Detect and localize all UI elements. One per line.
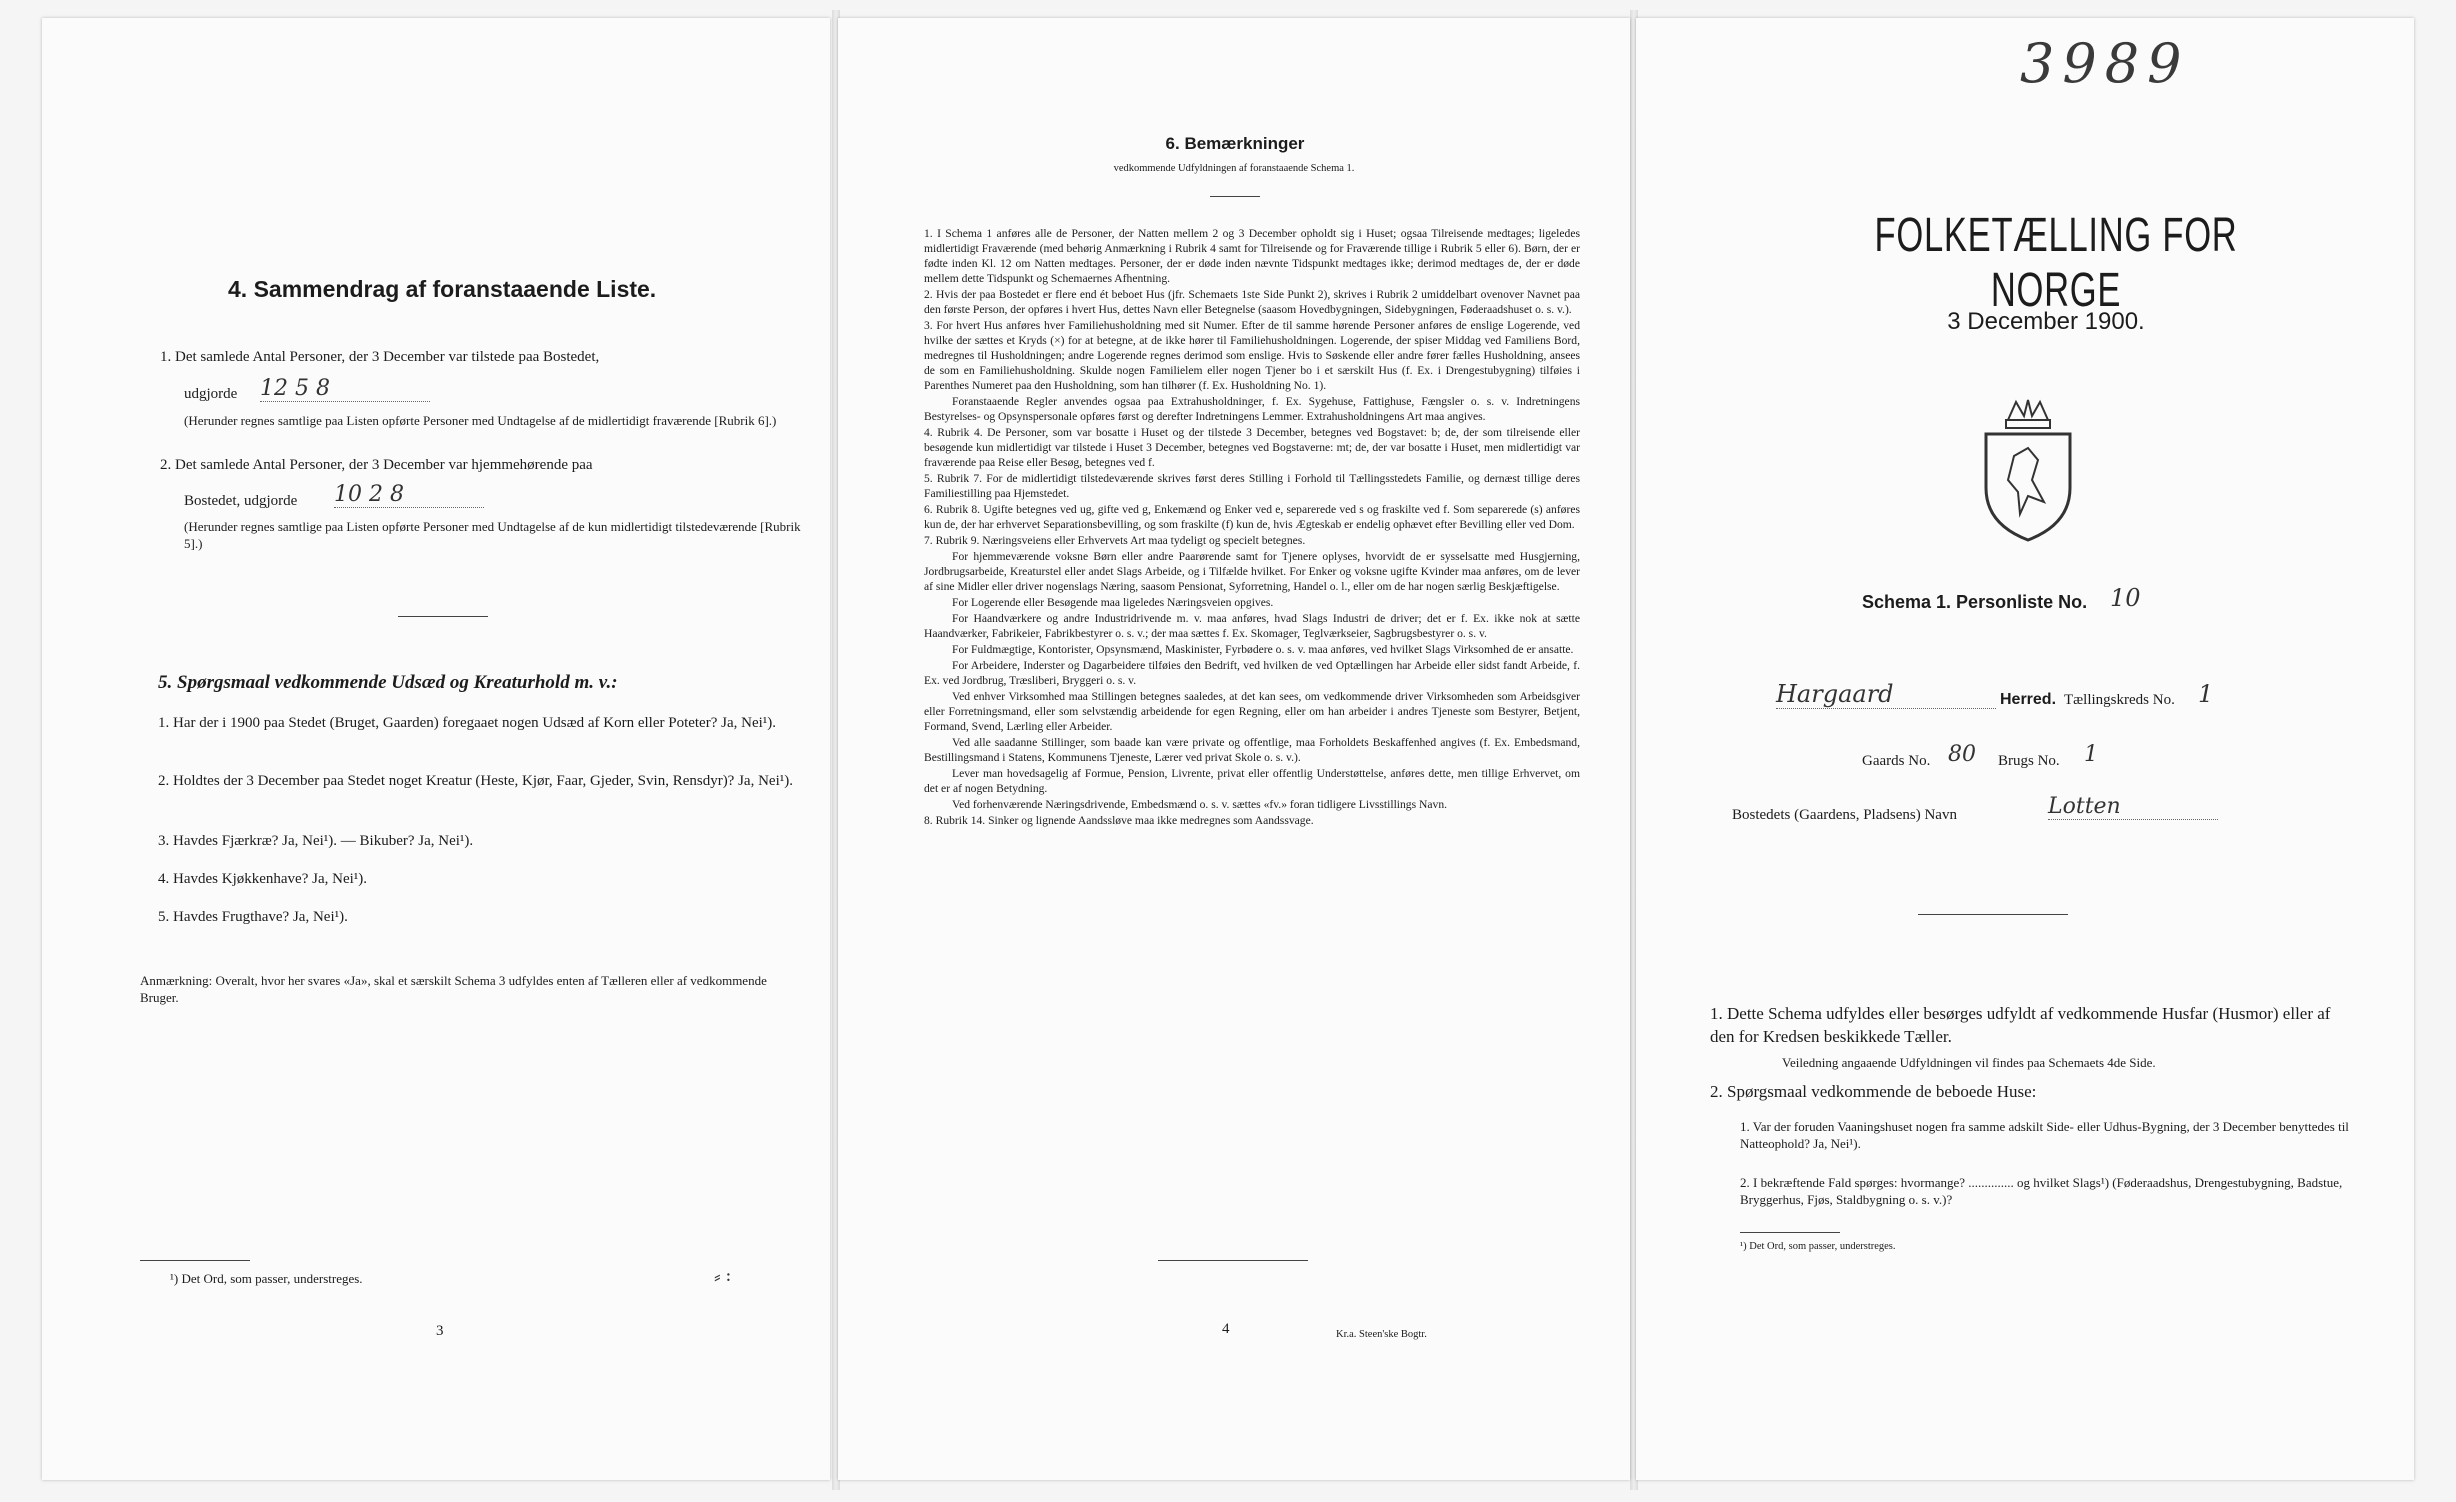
right-footnote: ¹) Det Ord, som passer, understreges. — [1740, 1241, 1896, 1252]
instruction-2: 2. Spørgsmaal vedkommende de beboede Huse: — [1710, 1082, 2037, 1101]
remark-item: For Fuldmægtige, Kontorister, Opsynsmænd, Maskinister, Fyrbødere o. s. v. maa anføres, ved hvilket Slags Virksomhed de er ansatte. — [952, 643, 1574, 656]
remark-item: Ved alle saadanne Stillinger, som baade kan være private og offentlige, maa Forholdets Beskaffenhed angives (f. Ex. Embedsmand, Bestillingsmand i Statens, Kommunens Tjeneste, Lærer ved privat Skole o. s. v.). — [924, 736, 1580, 764]
section4-title: 4. Sammendrag af foranstaaende Liste. — [228, 276, 657, 302]
bosted-value: Lotten — [2048, 794, 2218, 820]
remark-item: Lever man hovedsagelig af Formue, Pension, Livrente, privat eller offentlig Understøttelse, anføres dette, men tillige Erhvervet, om det er af nogen Betydning. — [924, 767, 1580, 795]
item1-label: udgjorde — [184, 386, 238, 402]
remark-item: 4. Rubrik 4. De Personer, som var bosatte i Huset og der tilstede 3 December, betegnes ved Bogstavet: b; de, der som tilreisende eller besøgende kun midlertidigt var tilstede i Huset 3 December, betegnes ved Bogstaverne: mt; de, der var bosatte i Huset, men midlertidigt var fraværende paa Reise eller Besøg, betegnes ved f. — [924, 426, 1580, 469]
remark-item: 8. Rubrik 14. Sinker og lignende Aandssløve maa ikke medregnes som Aandssvage. — [924, 814, 1314, 827]
census-date: 3 December 1900. — [1947, 308, 2145, 335]
schema-value: 10 — [2110, 584, 2141, 612]
brugs-value: 1 — [2084, 742, 2098, 767]
remark-item: 6. Rubrik 8. Ugifte betegnes ved ug, gifte ved g, Enkemænd og Enker ved e, separerede ved s og fraskilte ved f. Som separerede (s) anføres kun de, der har erhvervet Separationsbevilling, og som fraskilte (f) kun de, hvis Ægteskab er endelig ophævet efter Bevilling eller ved Dom. — [924, 503, 1580, 531]
item2-value: 10 2 8 — [334, 482, 484, 508]
remark-note: Anmærkning: Overalt, hvor her svares «Ja», skal et særskilt Schema 3 udfyldes enten af Tælleren eller af vedkommende Bruger. — [140, 973, 767, 1005]
census-title: FOLKETÆLLING FOR NORGE — [1874, 209, 2238, 317]
section5-title: 5. Spørgsmaal vedkommende Udsæd og Kreaturhold m. v.: — [158, 672, 618, 693]
archive-number: 3989 — [2020, 32, 2190, 95]
ink-marks: ⸗ ꞉ — [714, 1266, 732, 1288]
remarks-subtitle: vedkommende Udfyldningen af foranstaaende Schema 1. — [1113, 163, 1355, 174]
item2-text: 2. Det samlede Antal Personer, der 3 December var hjemmehørende paa — [160, 457, 593, 473]
remark-item: Ved enhver Virksomhed maa Stillingen betegnes saaledes, at det kan sees, om vedkommende driver Virksomheden som Arbeidsgiver eller Forretningsmand, eller som selvstændig arbeidende for egen Regning, eller om han arbeider i andres Tjeneste som Bestyrer, Betjent, Formand, Svend, Lærling eller Arbeider. — [924, 690, 1580, 733]
gaards-label: Gaards No. — [1862, 753, 1931, 769]
divider-rule — [398, 616, 488, 617]
question-3: 3. Havdes Fjærkræ? Ja, Nei¹). — Bikuber? Ja, Nei¹). — [158, 833, 474, 849]
page-number-4: 4 — [1222, 1321, 1230, 1337]
remark-item: For Arbeidere, Inderster og Dagarbeidere tilføies den Bedrift, ved hvilken de ved Optællingen har Arbeide eller sidst fandt Arbeide, f. Ex. ved Jordbrug, Træsliberi, Bryggeri o. s. v. — [924, 659, 1580, 687]
page-number-3: 3 — [436, 1323, 444, 1339]
right-footnote-rule — [1740, 1232, 1840, 1233]
remark-item: Foranstaaende Regler anvendes ogsaa paa Extrahusholdninger, f. Ex. Sygehuse, Fattighuse, Fængsler o. s. v. Indretningens Bestyrelses- og Opsynspersonale opføres først og derefter Indretningens Lemmer. Extrahusholdningens Art maa angives. — [924, 395, 1580, 423]
instruction-1: 1. Dette Schema udfyldes eller besørges udfyldt af vedkommende Husfar (Husmor) eller af den for Kredsen beskikkede Tæller. — [1710, 1004, 2331, 1046]
gaards-value: 80 — [1948, 742, 1976, 767]
remark-item: For Logerende eller Besøgende maa ligeledes Næringsveien opgives. — [952, 596, 1274, 609]
remarks-list — [924, 226, 1580, 829]
question-1: 1. Har der i 1900 paa Stedet (Bruget, Gaarden) foregaaet nogen Udsæd af Korn eller Poteter? Ja, Nei¹). — [158, 715, 777, 731]
item2-note: (Herunder regnes samtlige paa Listen opførte Personer med Undtagelse af de kun midlertidigt tilstedeværende [Rubrik 5].) — [184, 519, 801, 551]
instruction-1-sub: Veiledning angaaende Udfyldningen vil findes paa Schemaets 4de Side. — [1782, 1055, 2156, 1070]
herred-value: Hargaard — [1776, 680, 1996, 709]
item1-note: (Herunder regnes samtlige paa Listen opførte Personer med Undtagelse af de midlertidigt fraværende [Rubrik 6].) — [184, 413, 777, 428]
brugs-label: Brugs No. — [1998, 753, 2060, 769]
remarks-title: 6. Bemærkninger — [1165, 134, 1305, 153]
middle-page — [838, 18, 1630, 1480]
instruction-2-2: 2. I bekræftende Fald spørges: hvormange? .............. og hvilket Slags¹) (Føderaadshus, Drengestubygning, Badstue, Bryggerhus, Fjøs, Staldbygning o. s. v.)? — [1740, 1175, 2343, 1207]
right-divider — [1918, 914, 2068, 915]
right-page — [1636, 18, 2414, 1480]
bottom-rule — [1158, 1260, 1308, 1261]
left-page — [42, 18, 830, 1480]
question-4: 4. Havdes Kjøkkenhave? Ja, Nei¹). — [158, 871, 368, 887]
remark-item: Ved forhenværende Næringsdrivende, Embedsmænd o. s. v. sættes «fv.» foran tidligere Livsstillings Navn. — [952, 798, 1448, 811]
question-5: 5. Havdes Frugthave? Ja, Nei¹). — [158, 909, 348, 925]
schema-label: Schema 1. Personliste No. — [1862, 592, 2088, 612]
kreds-value: 1 — [2198, 680, 2214, 708]
remark-item: For hjemmeværende voksne Børn eller andre Paarørende samt for Tjenere oplyses, hvorvidt de er sysselsatte med Husgjerning, Jordbrugsarbeide, Kreaturstel eller andet Slags Arbeide, og i Tilfælde hvilket. For Enker og voksne ugifte Kvinder maa anføres, om de lever af sine Midler eller driver nogenslags Næring, saasom Pensionat, Syforretning, Handel o. l., eller om de har nogen særlig Beskjæftigelse. — [924, 550, 1580, 593]
footnote-rule — [140, 1260, 250, 1261]
kreds-label: Tællingskreds No. — [2064, 692, 2175, 708]
item1-value: 12 5 8 — [260, 376, 430, 402]
title-rule — [1210, 196, 1260, 197]
coat-of-arms-icon — [1968, 396, 2088, 546]
remark-item: 2. Hvis der paa Bostedet er flere end ét beboet Hus (jfr. Schemaets 1ste Side Punkt 2), skrives i Rubrik 2 umiddelbart ovenover Navnet paa den første Person, der opføres i hvert Hus, dettes Navn eller Betegnelse (saasom Hovedbygningen, Sidebygningen, Føderaadshuset o. s. v.). — [924, 288, 1580, 316]
remark-item: 1. I Schema 1 anføres alle de Personer, der Natten mellem 2 og 3 December opholdt sig i Huset; ogsaa Tilreisende medtages; ligeledes midlertidigt Fraværende (med behørig Anmærkning i Rubrik 4 samt for Tilreisende og for Fraværende tillige i Rubrik 5 eller 6). Børn, der er fødte inden Kl. 12 om Natten medtages. Personer, der er døde inden nævnte Tidspunkt medtages ikke; derimod medtages de, der er døde mellem dette Tidspunkt og Schemaernes Afhentning. — [924, 227, 1580, 285]
remark-item: 7. Rubrik 9. Næringsveiens eller Erhvervets Art maa tydeligt og specielt betegnes. — [924, 534, 1306, 547]
question-2: 2. Holdtes der 3 December paa Stedet noget Kreatur (Heste, Kjør, Faar, Gjeder, Svin, Rensdyr)? Ja, Nei¹). — [158, 773, 793, 789]
instruction-2-1: 1. Var der foruden Vaaningshuset nogen fra samme adskilt Side- eller Udhus-Bygning, der 3 December benyttedes til Natteophold? Ja, Nei¹). — [1740, 1119, 2349, 1151]
item1-text: 1. Det samlede Antal Personer, der 3 December var tilstede paa Bostedet, — [160, 349, 600, 365]
printer-credit: Kr.a. Steen'ske Bogtr. — [1336, 1329, 1427, 1340]
remark-item: 3. For hvert Hus anføres hver Familiehusholdning med sit Numer. Efter de til samme hørende Personer anføres de enslige Logerende, ved hvilke der sættes et Kryds (×) for at betegne, at de ikke hører til Familiehusholdningen. Logerende, der spiser Middag ved Familiens Bord, medregnes til Husholdningen; andre Logerende regnes derimod som enslige. Hvis to Søskende eller andre fører fælles Husholdning, ansees de som en Familiehusholdning. Skulde nogen Familielem eller nogen Tjener bo i et særskilt Hus (f. Ex. i Drengestubygning) tilføies i Parenthes Numeret paa den Husholdning, som han tilhører (f. Ex. Husholdning No. 1). — [924, 319, 1580, 392]
remark-item: For Haandværkere og andre Industridrivende m. v. maa anføres, hvad Slags Industri de driver; det er f. Ex. ikke nok at sætte Haandværker, Fabrikeier, Fabrikbestyrer o. s. v.; der maa sættes f. Ex. Skomager, Teglværkseier, Sagbrugsbestyrer o. s. v. — [924, 612, 1580, 640]
bosted-label: Bostedets (Gaardens, Pladsens) Navn — [1732, 807, 1957, 823]
herred-label: Herred. — [2000, 691, 2057, 708]
footnote: ¹) Det Ord, som passer, understreges. — [170, 1271, 363, 1286]
item2-label: Bostedet, udgjorde — [184, 493, 298, 509]
remark-item: 5. Rubrik 7. For de midlertidigt tilstedeværende skrives først deres Stilling i Forhold til Tællingsstedets Familie, og dernæst tillige deres Familiestilling paa Hjemstedet. — [924, 472, 1580, 500]
